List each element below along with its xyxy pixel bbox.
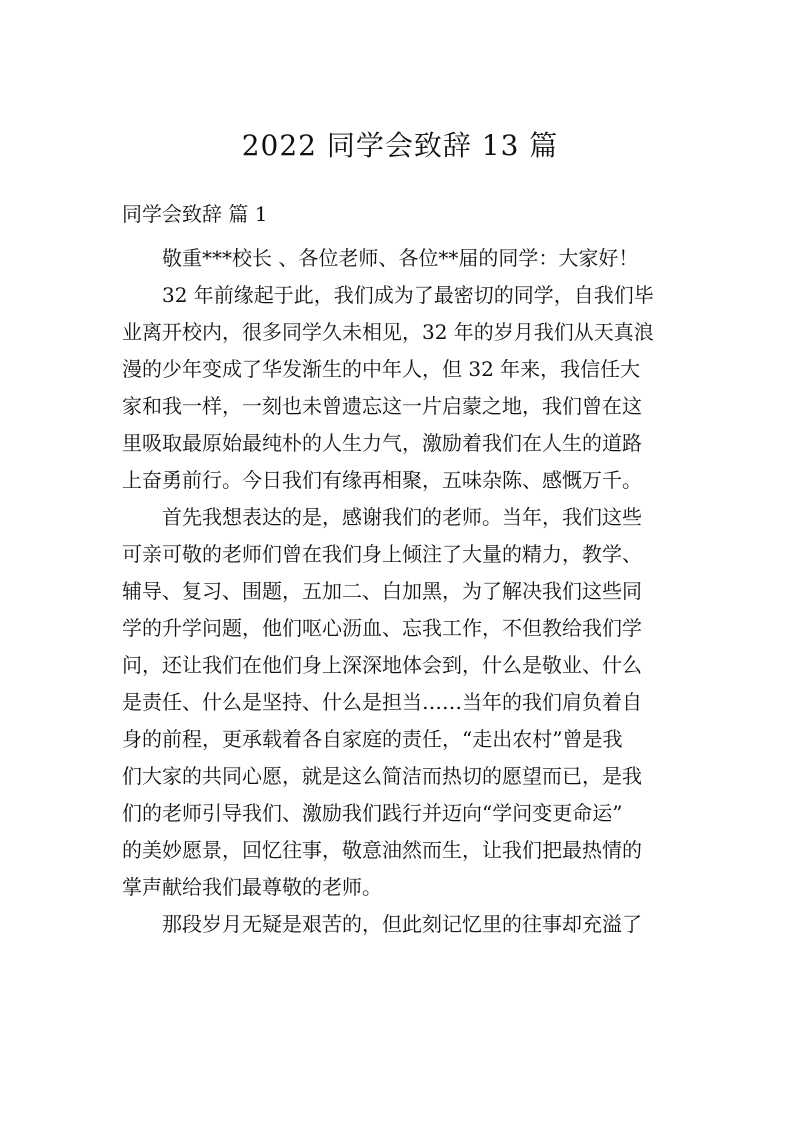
text-line: 是责任、什么是坚持、什么是担当……当年的我们肩负着自	[122, 690, 642, 714]
paragraph-those-years	[122, 906, 684, 943]
text-line: 首先我想表达的是，感谢我们的老师。当年，我们这些	[162, 505, 642, 529]
section-heading: 同学会致辞 篇 1	[122, 202, 268, 226]
text-line: 里吸取最原始最纯朴的人生力气，激励着我们在人生的道路	[122, 431, 642, 455]
body-text	[122, 240, 684, 943]
paragraph-intro	[122, 277, 684, 499]
text-line: 业离开校内，很多同学久未相见，32 年的岁月我们从天真浪	[122, 320, 654, 344]
text-line: 家和我一样，一刻也未曾遗忘这一片启蒙之地，我们曾在这	[122, 394, 642, 418]
text-line: 上奋勇前行。今日我们有缘再相聚，五味杂陈、感慨万千。	[122, 468, 642, 492]
text-line: 掌声献给我们最尊敬的老师。	[122, 875, 382, 899]
paragraph-thanks-teachers	[122, 499, 684, 906]
text-line: 问，还让我们在他们身上深深地体会到，什么是敬业、什么	[122, 653, 642, 677]
text-line: 们大家的共同心愿，就是这么简洁而热切的愿望而已，是我	[122, 764, 642, 788]
text-line: 们的老师引导我们、激励我们践行并迈向“学问变更命运”	[122, 801, 623, 825]
text-line: 身的前程，更承载着各自家庭的责任，“走出农村”曾是我	[122, 727, 623, 751]
text-line: 的美妙愿景，回忆往事，敬意油然而生，让我们把最热情的	[122, 838, 642, 862]
document-title: 2022 同学会致辞 13 篇	[241, 129, 559, 162]
text-line: 学的升学问题，他们呕心沥血、忘我工作，不但教给我们学	[122, 616, 642, 640]
paragraph-greeting	[122, 240, 684, 277]
text-line: 32 年前缘起于此，我们成为了最密切的同学，自我们毕	[162, 283, 654, 307]
text-line: 辅导、复习、围题，五加二、白加黑，为了解决我们这些同	[122, 579, 642, 603]
text-line: 可亲可敬的老师们曾在我们身上倾注了大量的精力，教学、	[122, 542, 642, 566]
text-line: 漫的少年变成了华发渐生的中年人，但 32 年来，我信任大	[122, 357, 641, 381]
text-line: 敬重***校长 、各位老师、各位**届的同学：大家好！	[162, 246, 639, 270]
text-line: 那段岁月无疑是艰苦的，但此刻记忆里的往事却充溢了	[162, 912, 642, 936]
